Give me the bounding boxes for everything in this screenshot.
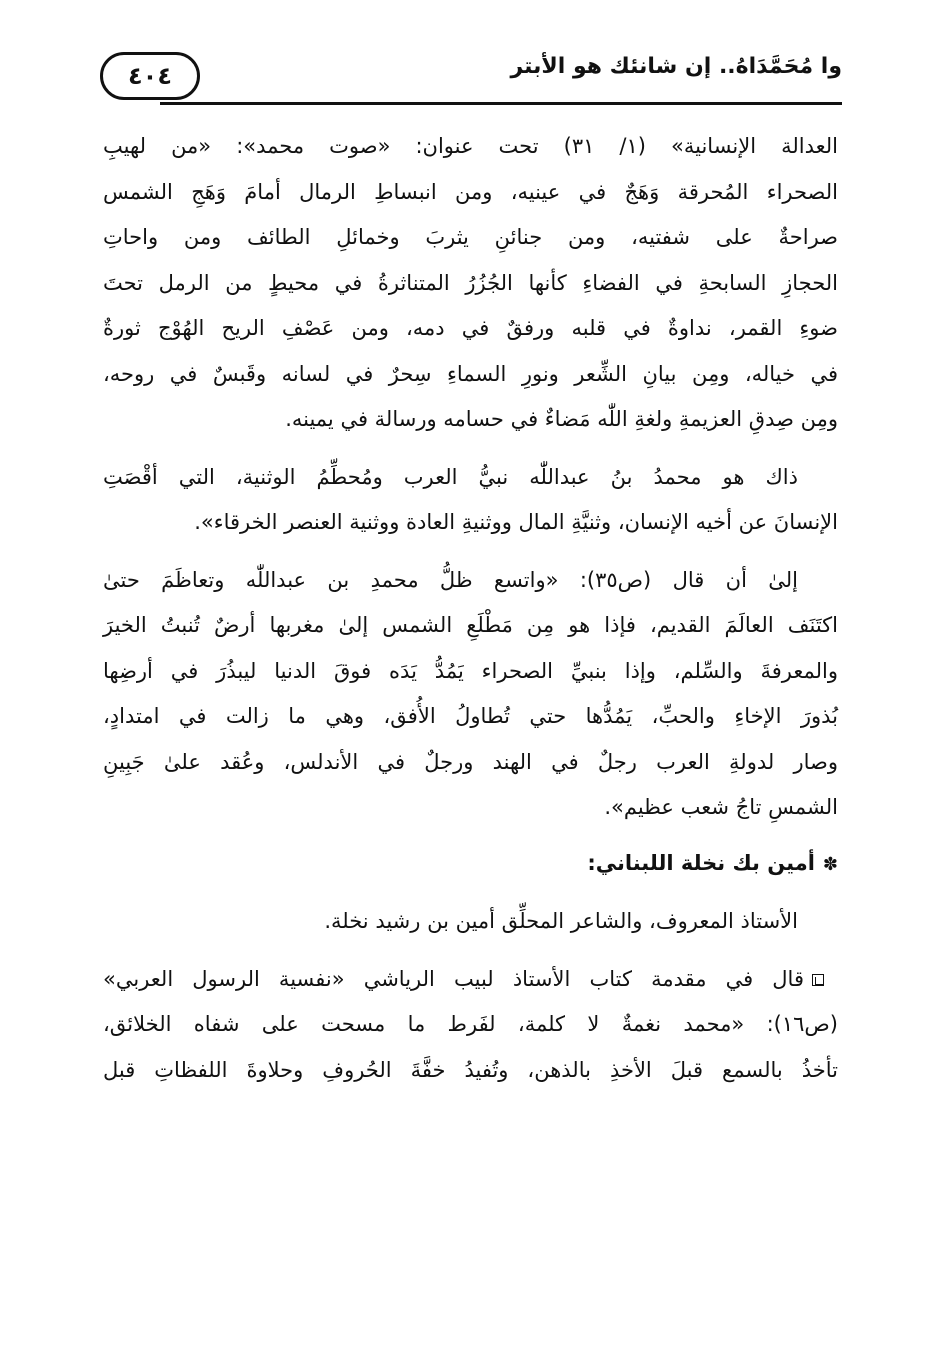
- text-line: ومِن صِدقِ العزيمةِ ولغةِ اللّٰه مَضاءٌ في حسامه ورسالة في يمينه.: [285, 407, 838, 431]
- text-line: في خياله، ومِن بيانِ الشِّعر ونورِ السماءِ سِحرٌ في لسانه وقَبسٌ في روحه،: [103, 361, 838, 386]
- text-line: الأستاذ المعروف، والشاعر المحلِّق أمين بن رشيد نخلة.: [324, 909, 798, 933]
- running-title: وا مُحَمَّدَاهُ.. إن شانئك هو الأبتر: [510, 54, 842, 79]
- asterisk-bullet-icon: ✽: [822, 853, 838, 875]
- quote-box-icon: [812, 974, 824, 986]
- text-line: الحجازِ السابحةِ في الفضاءِ كأنها الجُزُرُ المتناثرةُ في محيطٍ من الرمل تحتَ: [103, 270, 838, 295]
- text-line: تأخذُ بالسمع قبلَ الأخذِ بالذهن، وتُفيدُ خفَّةَ الحُروفِ وحلاوةَ اللفظاتِ قبل: [103, 1057, 838, 1082]
- paragraph-3: [103, 558, 838, 831]
- text-line: والمعرفةَ والسِّلم، وإذا بنبيِّ الصحراء يَمُدُّ يَدَه فوقَ الدنيا ليبذُرَ في أرضِها: [103, 658, 838, 683]
- text-line: صراحةٌ على شفتيه، ومن جنائنِ يثربَ وخمائلِ الطائف ومن واحاتِ: [103, 225, 838, 249]
- text-line: الإنسانَ عن أخيه الإنسان، وثنيَّةِ المال ووثنيةِ العادة ووثنية العنصر الخرقاء».: [194, 510, 838, 534]
- text-line: قال في مقدمة كتاب الأستاذ لبيب الرياشي «نفسية الرسول العربي»: [103, 966, 804, 991]
- header-rule: [160, 102, 842, 105]
- text-line: ضوءِ القمر، نداوةٌ في قلبه ورفقٌ في دمه، ومن عَصْفِ الريح الهُوْج ثورةٌ: [103, 316, 838, 340]
- paragraph-1: [103, 124, 838, 443]
- paragraph-4: [103, 899, 838, 945]
- text-line: الصحراء المُحرقة وَهَجٌ في عينيه، ومن انبساطِ الرمال أمامَ وَهَجِ الشمس: [103, 179, 838, 204]
- text-line: إلىٰ أن قال (ص٣٥): «واتسع ظلُّ محمدِ بن عبداللّٰه وتعاظَمَ حتىٰ: [103, 567, 799, 592]
- text-line: الشمسِ تاجُ شعب عظيم».: [604, 795, 838, 819]
- text-line: اكتَنَف العالَمَ القديم، فإذا هو مِن مَطْلَعِ الشمس إلىٰ مغربها أرضٌ تُنبتُ الخيرَ: [103, 613, 838, 637]
- section-heading-text: أمين بك نخلة اللبناني:: [587, 850, 815, 875]
- text-line-first: [103, 957, 838, 1003]
- text-line: (ص١٦): «محمد نغمةٌ لا كلمة، لفَرط ما مسحت على شفاه الخلائق،: [103, 1012, 838, 1036]
- paragraph-5: [103, 957, 838, 1094]
- running-header: [100, 52, 842, 106]
- section-heading: [103, 841, 838, 888]
- text-line: وصار لدولةِ العرب رجلٌ في الهند ورجلٌ في الأندلس، وعُقد علىٰ جَبِينِ: [103, 749, 838, 774]
- text-line: بُذورَ الإخاءِ والحبِّ، يَمُدُّها حتي تُطاولُ الأُفق، وهي ما زالت في امتدادٍ،: [103, 704, 838, 728]
- body-text: [103, 124, 838, 1093]
- page-number: ٤٠٤: [100, 52, 200, 100]
- paragraph-2: [103, 455, 838, 546]
- text-line: العدالة الإنسانية» (١/ ٣١) تحت عنوان: «صوت محمد»: «من لهيبِ: [103, 134, 839, 158]
- text-line: ذاك هو محمدُ بنُ عبداللّٰه نبيُّ العرب ومُحطِّمُ الوثنية، التي أقْصَتِ: [103, 464, 798, 489]
